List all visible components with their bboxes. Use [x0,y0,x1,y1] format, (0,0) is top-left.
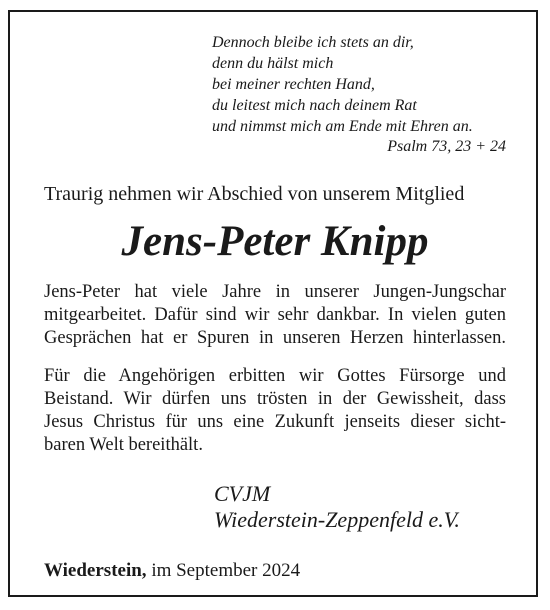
place: Wiederstein, [44,560,147,581]
bible-verse [212,32,473,137]
place-and-date [44,560,300,582]
signature-org-full: Wiederstein-Zeppenfeld e.V. [214,507,460,532]
deceased-name: Jens-Peter Knipp [121,218,429,265]
verse-source: Psalm 73, 23 + 24 [387,138,506,155]
paragraph-line: baren Welt bereithält. [44,435,203,455]
verse-line: Dennoch bleibe ich stets an dir, [212,34,414,51]
verse-line: du leitest mich nach deinem Rat [212,97,417,114]
paragraph-line: mitgearbeitet. Dafür sind wir sehr dankbar. In vielen guten [44,305,506,325]
date: im September 2024 [151,560,301,581]
intro-text: Traurig nehmen wir Abschied von unserem Mitglied [44,183,465,205]
verse-line: denn du hälst mich [212,55,334,72]
paragraph-line: Für die Angehörigen erbitten wir Gottes Fürsorge und [44,366,506,386]
paragraph-line: Jesus Christus für uns eine Zukunft jenseits dieser sicht- [44,412,506,432]
verse-line: und nimmst mich am Ende mit Ehren an. [212,118,473,135]
paragraph-line: Jens-Peter hat viele Jahre in unserer Jungen-Jungschar [44,282,506,302]
paragraph-tribute [44,281,506,350]
signature-block [214,481,460,533]
paragraph-line: Beistand. Wir dürfen uns trösten in der Gewissheit, dass [44,389,506,409]
signature-org: CVJM [214,481,271,506]
paragraph-line: Gesprächen hat er Spuren in unseren Herzen hinterlassen. [44,328,506,348]
paragraph-condolence [44,365,506,457]
verse-line: bei meiner rechten Hand, [212,76,375,93]
